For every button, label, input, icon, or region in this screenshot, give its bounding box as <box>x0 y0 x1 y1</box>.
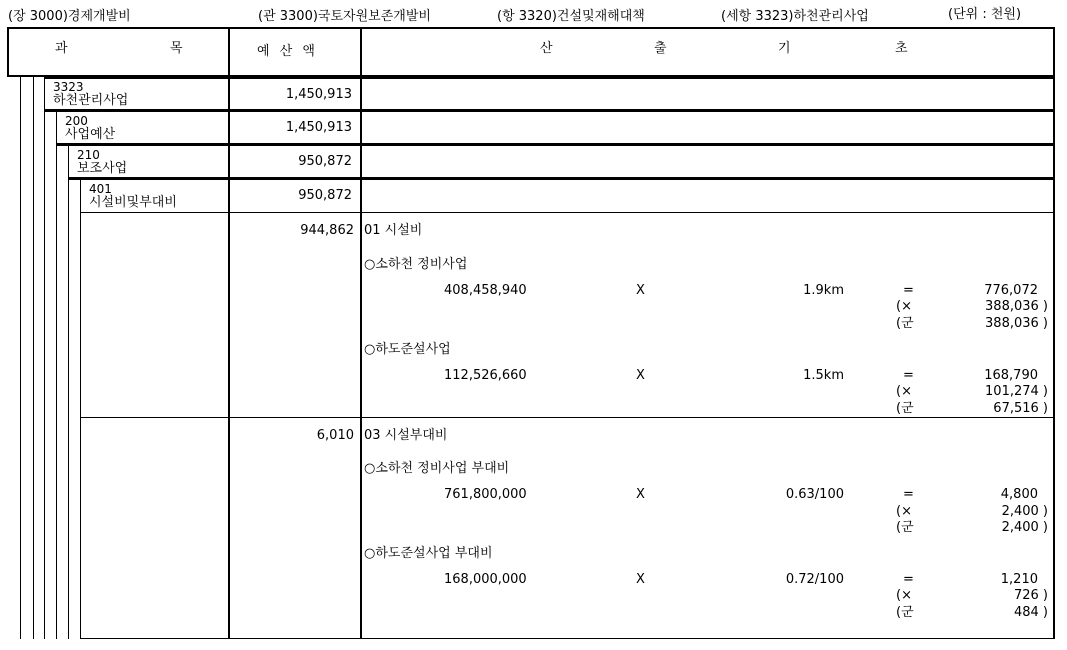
item-op: X <box>636 368 645 383</box>
item-op: X <box>636 283 645 298</box>
item-sub1-label: (× <box>896 384 912 399</box>
item-sub2-value: 484 ) <box>1013 605 1048 620</box>
item-rate: 1.9km <box>803 283 844 298</box>
item-sub1-label: (× <box>896 588 912 603</box>
section-amount: 944,862 <box>300 223 354 238</box>
item-rate: 0.63/100 <box>785 487 844 502</box>
row-amount: 950,872 <box>298 188 352 203</box>
item-sub2-label: (군 <box>896 401 914 416</box>
header-hang: (항 3320)건설및재해대책 <box>497 9 645 24</box>
item-sub1-label: (× <box>896 504 912 519</box>
row-code: 3323 <box>53 80 84 94</box>
col-header-calc-c: 기 <box>778 41 791 56</box>
item-eq: = <box>903 572 914 587</box>
col-header-calc-a: 산 <box>540 41 553 56</box>
item-sub2-label: (군 <box>896 520 914 535</box>
section-amount: 6,010 <box>316 428 354 443</box>
row-name: 시설비및부대비 <box>89 195 177 210</box>
row-code: 200 <box>65 114 88 128</box>
item-sub2-value: 2,400 ) <box>1001 520 1048 535</box>
row-name: 사업예산 <box>65 127 116 142</box>
item-total: 4,800 <box>1000 487 1038 502</box>
item-sub1-value: 388,036 ) <box>985 299 1048 314</box>
item-total: 776,072 <box>984 283 1038 298</box>
col-header-subject-b: 목 <box>170 41 183 56</box>
item-eq: = <box>903 368 914 383</box>
item-total: 168,790 <box>984 368 1038 383</box>
item-sub1-value: 726 ) <box>1013 588 1048 603</box>
item-eq: = <box>903 283 914 298</box>
item-total: 1,210 <box>1000 572 1038 587</box>
row-amount: 1,450,913 <box>285 120 352 135</box>
item-sub2-label: (군 <box>896 316 914 331</box>
row-amount: 1,450,913 <box>285 87 352 102</box>
item-name: ○하도준설사업 <box>364 342 451 357</box>
header-sehang: (세항 3323)하천관리사업 <box>721 9 869 24</box>
item-name: ○소하천 정비사업 부대비 <box>364 461 510 476</box>
item-base: 168,000,000 <box>444 572 527 587</box>
item-sub2-value: 388,036 ) <box>985 316 1048 331</box>
section-title: 01 시설비 <box>364 223 423 238</box>
item-sub2-value: 67,516 ) <box>993 401 1048 416</box>
item-op: X <box>636 572 645 587</box>
col-header-calc-d: 초 <box>895 41 908 56</box>
item-name: ○하도준설사업 부대비 <box>364 546 493 561</box>
row-name: 하천관리사업 <box>53 93 129 108</box>
item-eq: = <box>903 487 914 502</box>
item-sub1-label: (× <box>896 299 912 314</box>
row-code: 210 <box>77 148 100 162</box>
row-amount: 950,872 <box>298 154 352 169</box>
item-sub1-value: 2,400 ) <box>1001 504 1048 519</box>
header-unit: (단위 : 천원) <box>948 7 1022 22</box>
item-name: ○소하천 정비사업 <box>364 257 468 272</box>
col-header-calc-b: 출 <box>654 41 667 56</box>
row-name: 보조사업 <box>77 161 128 176</box>
row-code: 401 <box>89 182 112 196</box>
item-base: 112,526,660 <box>444 368 527 383</box>
item-sub2-label: (군 <box>896 605 914 620</box>
item-base: 408,458,940 <box>444 283 527 298</box>
header-gwan: (관 3300)국토자원보존개발비 <box>258 9 431 24</box>
item-op: X <box>636 487 645 502</box>
item-rate: 1.5km <box>803 368 844 383</box>
section-title: 03 시설부대비 <box>364 428 448 443</box>
item-base: 761,800,000 <box>444 487 527 502</box>
col-header-budget: 예 산 액 <box>257 44 315 59</box>
header-jang: (장 3000)경제개발비 <box>8 9 131 24</box>
col-header-subject-a: 과 <box>55 41 68 56</box>
item-rate: 0.72/100 <box>785 572 844 587</box>
item-sub1-value: 101,274 ) <box>985 384 1048 399</box>
